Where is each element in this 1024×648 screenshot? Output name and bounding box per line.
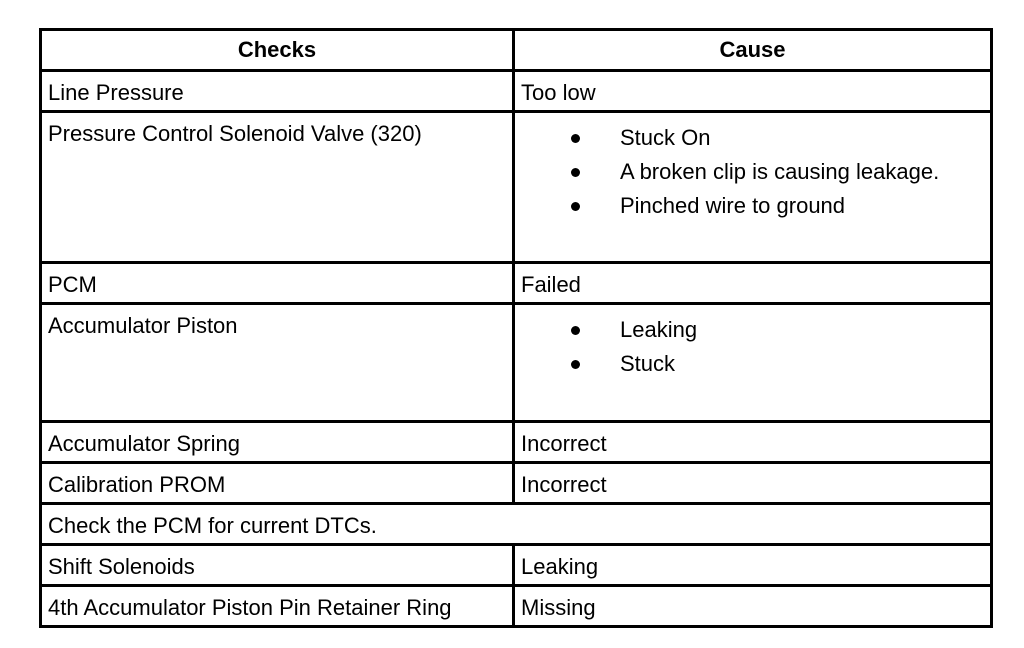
diagnostic-table xyxy=(39,28,993,628)
cause-text: Incorrect xyxy=(521,431,607,456)
check-cell xyxy=(41,263,514,304)
check-text: Pressure Control Solenoid Valve (320) xyxy=(48,121,422,146)
check-cell xyxy=(41,422,514,463)
list-item xyxy=(515,193,990,227)
table-row xyxy=(41,463,992,504)
cause-cell xyxy=(514,71,992,112)
table-row xyxy=(41,422,992,463)
column-header-checks: Checks xyxy=(41,30,514,71)
list-item xyxy=(515,125,990,159)
check-text: Accumulator Spring xyxy=(48,431,240,456)
cause-text: Pinched wire to ground xyxy=(620,193,846,218)
check-text: Accumulator Piston xyxy=(48,313,238,338)
cause-cell xyxy=(514,304,992,422)
table-row xyxy=(41,545,992,586)
cause-text: Incorrect xyxy=(521,472,607,497)
cause-cell xyxy=(514,263,992,304)
list-item xyxy=(515,159,990,193)
cause-list xyxy=(515,113,990,227)
check-text: 4th Accumulator Piston Pin Retainer Ring xyxy=(48,595,452,620)
check-cell xyxy=(41,586,514,627)
cause-text: A broken clip is causing leakage. xyxy=(620,159,940,184)
cause-text: Stuck On xyxy=(620,125,711,150)
check-text: Line Pressure xyxy=(48,80,184,105)
cause-text: Stuck xyxy=(620,351,676,376)
check-cell xyxy=(41,304,514,422)
check-text: PCM xyxy=(48,272,97,297)
table-row xyxy=(41,263,992,304)
note-text: Check the PCM for current DTCs. xyxy=(48,513,377,538)
cause-text: Too low xyxy=(521,80,596,105)
column-header-cause: Cause xyxy=(514,30,992,71)
check-cell xyxy=(41,71,514,112)
check-text: Calibration PROM xyxy=(48,472,226,497)
note-cell xyxy=(41,504,992,545)
bullet-icon xyxy=(571,202,580,211)
table-row-note xyxy=(41,504,992,545)
cause-text: Leaking xyxy=(521,554,599,579)
bullet-icon xyxy=(571,360,580,369)
cause-cell xyxy=(514,586,992,627)
table-row xyxy=(41,586,992,627)
list-item xyxy=(515,351,990,385)
cause-text: Leaking xyxy=(620,317,698,342)
cause-text: Failed xyxy=(521,272,581,297)
list-item xyxy=(515,317,990,351)
bullet-icon xyxy=(571,134,580,143)
table-row xyxy=(41,112,992,263)
table-header-row xyxy=(41,30,992,71)
cause-list xyxy=(515,305,990,385)
table-row xyxy=(41,71,992,112)
check-cell xyxy=(41,545,514,586)
check-text: Shift Solenoids xyxy=(48,554,195,579)
cause-cell xyxy=(514,422,992,463)
check-cell xyxy=(41,463,514,504)
cause-text: Missing xyxy=(521,595,596,620)
bullet-icon xyxy=(571,168,580,177)
table-row xyxy=(41,304,992,422)
cause-cell xyxy=(514,463,992,504)
check-cell xyxy=(41,112,514,263)
cause-cell xyxy=(514,112,992,263)
bullet-icon xyxy=(571,326,580,335)
cause-cell xyxy=(514,545,992,586)
